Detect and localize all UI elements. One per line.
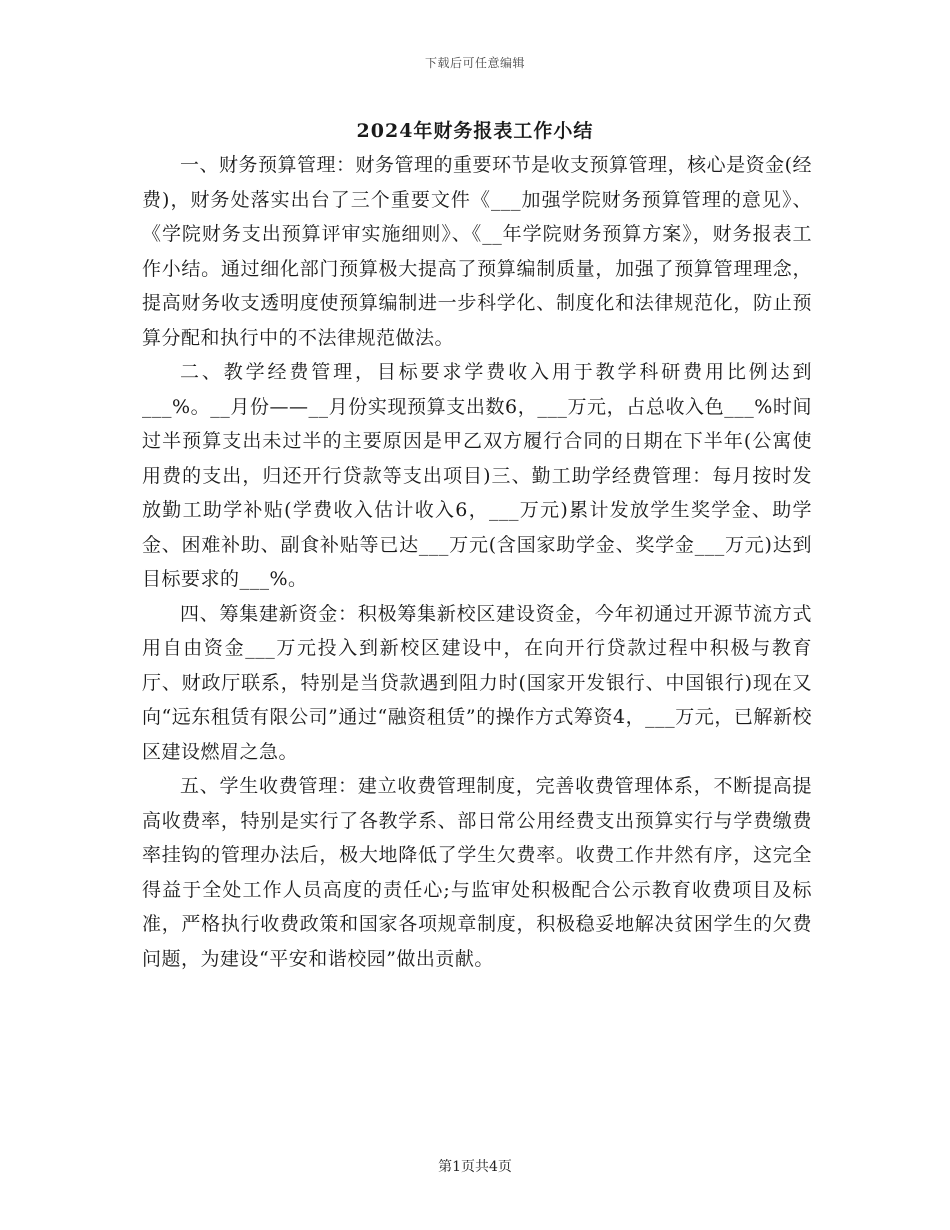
paragraph-teaching-funds: 二、教学经费管理，目标要求学费收入用于教学科研费用比例达到___%。__月份——__月份实现预算支出数6，___万元，占总收入色___%时间过半预算支出未过半的主要原因是甲乙双方履行合同的日期在下半年(公寓使用费的支出，归还开行贷款等支出项目)三、勤工助学经费管理：每月按时发放勤工助学补贴(学费收入估计收入6，___万元)累计发放学生奖学金、助学金、困难补助、副食补贴等已达___万元(含国家助学金、奖学金___万元)达到目标要求的___%。 xyxy=(142,361,812,590)
document-body xyxy=(142,148,812,976)
document-title: 2024年财务报表工作小结 xyxy=(356,120,594,142)
paragraph-student-fees: 五、学生收费管理：建立收费管理制度，完善收费管理体系，不断提高提高收费率，特别是实行了各教学系、部日常公用经费支出预算实行与学费缴费率挂钩的管理办法后，极大地降低了学生欠费率。收费工作井然有序，这完全得益于全处工作人员高度的责任心;与监审处积极配合公示教育收费项目及标准，严格执行收费政策和国家各项规章制度，积极稳妥地解决贫困学生的欠费问题，为建设“平安和谐校园”做出贡献。 xyxy=(142,775,812,970)
paragraph-new-campus-funding: 四、筹集建新资金：积极筹集新校区建设资金，今年初通过开源节流方式用自由资金___万元投入到新校区建设中，在向开行贷款过程中积极与教育厅、财政厅联系，特别是当贷款遇到阻力时(国家开发银行、中国银行)现在又向“远东租赁有限公司”通过“融资租赁”的操作方式筹资4，___万元，已解新校区建设燃眉之急。 xyxy=(142,602,812,763)
paragraph-budget-management: 一、财务预算管理：财务管理的重要环节是收支预算管理，核心是资金(经费)，财务处落实出台了三个重要文件《___加强学院财务预算管理的意见》、《学院财务支出预算评审实施细则》、《__年学院财务预算方案》，财务报表工作小结。通过细化部门预算极大提高了预算编制质量，加强了预算管理理念，提高财务收支透明度使预算编制进一步科学化、制度化和法律规范化，防止预算分配和执行中的不法律规范做法。 xyxy=(142,154,812,349)
page-number: 第1页共4页 xyxy=(438,1159,512,1175)
page-header-note: 下载后可任意编辑 xyxy=(424,56,525,70)
